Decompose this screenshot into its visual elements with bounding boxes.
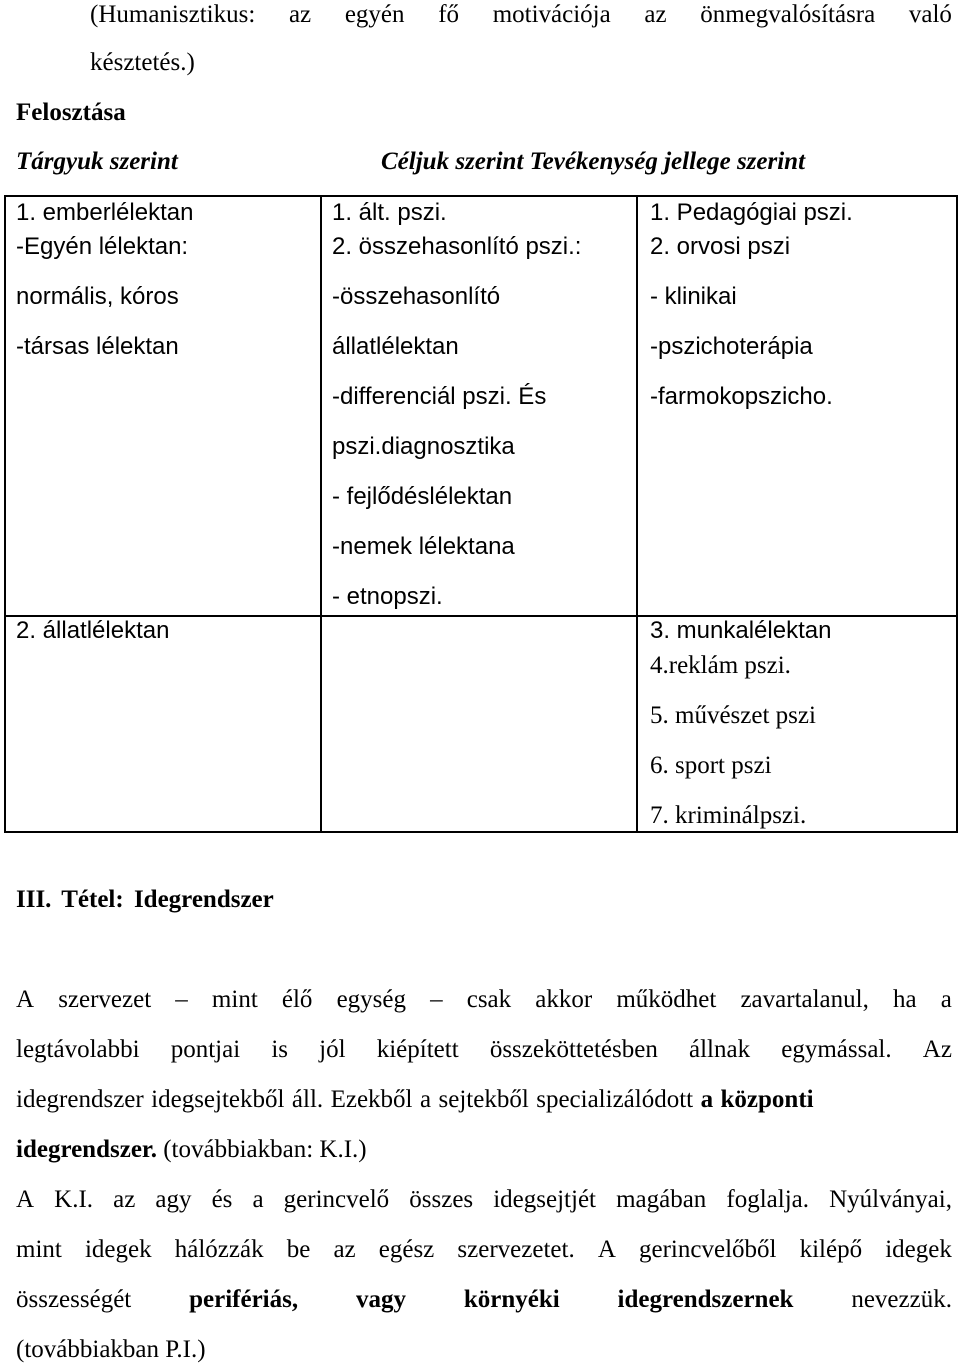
word: pontjai [170, 1036, 241, 1063]
paragraph2-line-4: (továbbiakban P.I.) [16, 1336, 206, 1363]
word: A [597, 1236, 616, 1263]
word: mint [211, 986, 258, 1013]
word: összességét [16, 1286, 132, 1313]
word: egymással. [781, 1036, 892, 1063]
word: jól [319, 1036, 346, 1063]
cell-line: 7. kriminálpszi. [650, 802, 807, 829]
header-targyuk: Tárgyuk szerint [16, 148, 178, 175]
word: gerincvelőből [639, 1236, 777, 1263]
word: egész [378, 1236, 435, 1263]
word: zavartalanul, [740, 986, 869, 1013]
section-title: III. Tétel: Idegrendszer [16, 886, 274, 913]
word: az [113, 1186, 136, 1213]
word: fő [438, 1, 460, 28]
word: is [271, 1036, 289, 1063]
word: motivációja [492, 1, 611, 28]
cell-line: 3. munkalélektan [650, 617, 832, 644]
header-celjuk-tevekenyseg: Céljuk szerint Tevékenység jellege szerint [381, 148, 806, 175]
word: az [644, 1, 667, 28]
word: való [908, 1, 952, 28]
word: idegsejtjét [493, 1186, 596, 1213]
cell-line: 6. sport pszi [650, 752, 772, 779]
word: (Humanisztikus: [90, 1, 256, 28]
cell-line: normális, kóros [16, 283, 179, 310]
word: az [333, 1236, 356, 1263]
word: – [430, 986, 443, 1013]
paragraph1-line4-bold: idegrendszer. [16, 1136, 157, 1163]
word: nevezzük. [851, 1286, 952, 1313]
cell-line: 2. összehasonlító pszi.: [332, 233, 582, 260]
paragraph1-line-3 [16, 1085, 952, 1115]
word: a [940, 986, 952, 1013]
paragraph2-line-1 [16, 1185, 952, 1215]
cell-line: 1. ált. pszi. [332, 199, 447, 226]
table-col-divider-1 [320, 195, 322, 833]
cell-line: - klinikai [650, 283, 737, 310]
cell-line: állatlélektan [332, 333, 459, 360]
cell-line: 1. emberlélektan [16, 199, 194, 226]
word: vagy [355, 1286, 406, 1313]
paragraph2-line-2 [16, 1235, 952, 1265]
cell-line: - fejlődéslélektan [332, 483, 513, 510]
word: az [288, 1, 312, 28]
word: K.I. [54, 1186, 94, 1213]
word: Nyúlványai, [829, 1186, 952, 1213]
cell-line: -differenciál pszi. És [332, 383, 547, 410]
word: idegrendszernek [617, 1286, 794, 1313]
word: akkor [535, 986, 593, 1013]
paragraph1-line4-text: (továbbiakban: K.I.) [156, 1136, 367, 1163]
cell-line: 4.reklám pszi. [650, 652, 791, 679]
word: kilépő [799, 1236, 863, 1263]
word: hálózzák [174, 1236, 264, 1263]
word: a [252, 1186, 264, 1213]
felosztasa-heading: Felosztása [16, 99, 126, 126]
table-col-divider-2 [636, 195, 638, 833]
intro-line-2: késztetés.) [90, 49, 195, 76]
word: összes [409, 1186, 474, 1213]
word: állnak [688, 1036, 751, 1063]
word: egység [336, 986, 406, 1013]
cell-line: 2. állatlélektan [16, 617, 170, 644]
word: egyén [344, 1, 405, 28]
word: gerincvelő [283, 1186, 390, 1213]
word: ha [892, 986, 917, 1013]
word: magában [616, 1186, 707, 1213]
cell-line: - etnopszi. [332, 583, 443, 610]
word: foglalja. [726, 1186, 809, 1213]
cell-line: -összehasonlító [332, 283, 501, 310]
word: és [211, 1186, 233, 1213]
cell-line: -farmokopszicho. [650, 383, 833, 410]
word: környéki [463, 1286, 560, 1313]
word: kiépített [376, 1036, 459, 1063]
intro-line-1 [90, 0, 952, 30]
word: be [286, 1236, 311, 1263]
paragraph2-line-3 [16, 1285, 952, 1315]
cell-line: -pszichoterápia [650, 333, 813, 360]
word: idegek [885, 1236, 952, 1263]
paragraph1-line3-bold: a központi [700, 1086, 814, 1113]
word: legtávolabbi [16, 1036, 140, 1063]
paragraph1-line-4 [16, 1135, 367, 1165]
word: csak [466, 986, 512, 1013]
word: önmegvalósításra [700, 1, 876, 28]
word: – [175, 986, 188, 1013]
word: perifériás, [189, 1286, 299, 1313]
cell-line: pszi.diagnosztika [332, 433, 515, 460]
paragraph1-line-1 [16, 985, 952, 1015]
word: Az [922, 1036, 952, 1063]
word: működhet [616, 986, 717, 1013]
word: összeköttetésben [489, 1036, 658, 1063]
word: szervezet [58, 986, 152, 1013]
word: idegek [84, 1236, 152, 1263]
paragraph1-line-2 [16, 1035, 952, 1065]
cell-line: -nemek lélektana [332, 533, 515, 560]
paragraph1-line3-text: idegrendszer idegsejtekből áll. Ezekből a sejtekből specializálódott [16, 1086, 701, 1113]
word: A [16, 986, 35, 1013]
word: mint [16, 1236, 62, 1263]
word: szervezetet. [457, 1236, 575, 1263]
cell-line: 2. orvosi pszi [650, 233, 791, 260]
word: agy [155, 1186, 192, 1213]
cell-line: -Egyén lélektan: [16, 233, 189, 260]
word: élő [281, 986, 313, 1013]
word: A [16, 1186, 35, 1213]
cell-line: 5. művészet pszi [650, 702, 816, 729]
cell-line: 1. Pedagógiai pszi. [650, 199, 853, 226]
cell-line: -társas lélektan [16, 333, 179, 360]
